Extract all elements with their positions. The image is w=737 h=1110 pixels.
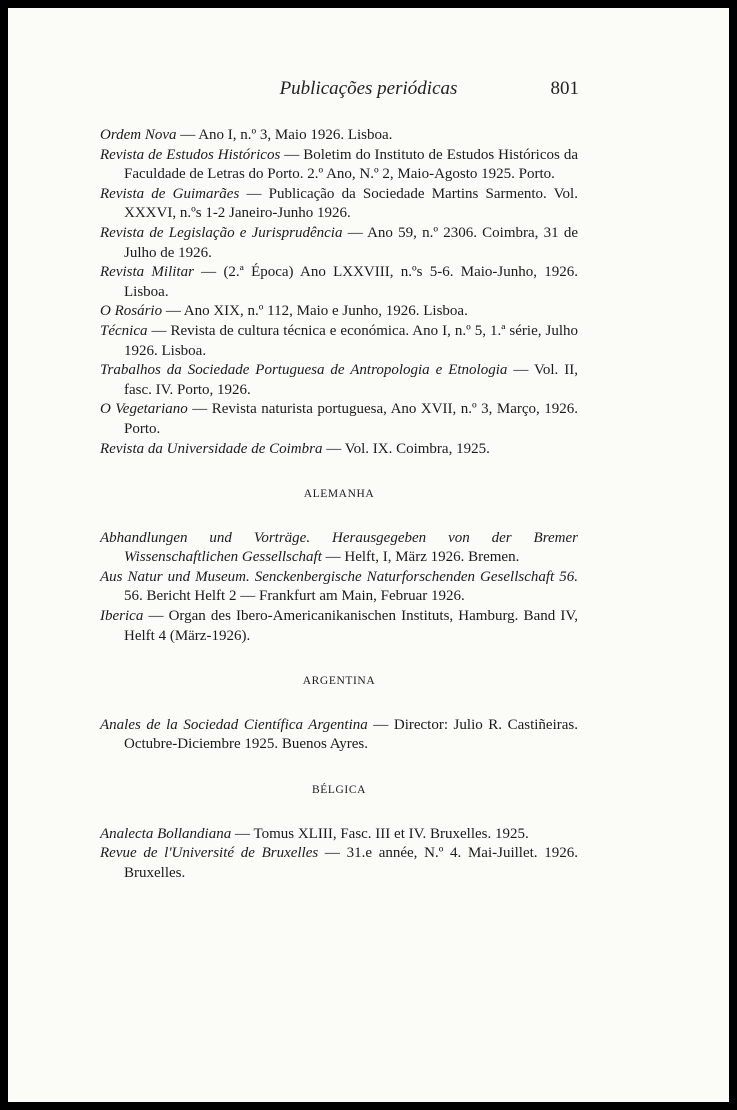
- list-item: [100, 185, 578, 224]
- periodical-details: — Organ des Ibero-Americanikanischen Instituts, Hamburg. Band IV, Helft 4 (März-1926).: [124, 608, 578, 644]
- list-item: [100, 263, 578, 302]
- list-item: [100, 302, 578, 322]
- periodical-details: — Vol. II, fasc. IV. Porto, 1926.: [124, 362, 578, 398]
- periodical-details: — Ano I, n.º 3, Maio 1926. Lisboa.: [176, 127, 393, 143]
- periodical-title: Anales de la Sociedad Científica Argentina: [100, 716, 368, 733]
- periodical-title: Revue de l'Université de Bruxelles: [100, 845, 319, 862]
- list-item: [100, 529, 578, 568]
- section-heading-alemanha: ALEMANHA: [303, 488, 375, 501]
- periodical-details: — 31.e année, N.º 4. Mai-Juillet. 1926. Bruxelles.: [124, 845, 578, 881]
- periodical-title: O Rosário: [100, 303, 163, 320]
- list-item: [100, 126, 578, 146]
- page-number: 801: [550, 78, 579, 99]
- periodical-title: Ordem Nova: [100, 127, 177, 143]
- periodical-details: 56. Bericht Helft 2 — Frankfurt am Main, Februar 1926.: [124, 588, 465, 605]
- running-title: Publicações periódicas: [279, 78, 458, 99]
- periodical-title: Analecta Bollandiana: [100, 825, 232, 842]
- list-item: [100, 716, 578, 755]
- periodical-title: O Vegetariano: [100, 401, 188, 418]
- list-item: [100, 568, 578, 607]
- list-item: [100, 607, 578, 646]
- periodical-details: — Publicação da Sociedade Martins Sarmento. Vol. XXXVI, n.ºs 1-2 Janeiro-Junho 1926.: [124, 185, 578, 222]
- periodical-details: — Ano XIX, n.º 112, Maio e Junho, 1926. Lisboa.: [162, 303, 468, 320]
- section-heading-argentina: ARGENTINA: [302, 675, 376, 688]
- periodical-title: Revista de Legislação e Jurisprudência: [100, 224, 343, 241]
- list-item: [100, 322, 578, 361]
- periodical-details: — (2.ª Época) Ano LXXVIII, n.ºs 5-6. Maio-Junho, 1926. Lisboa.: [124, 264, 578, 300]
- periodical-details: — Tomus XLIII, Fasc. III et IV. Bruxelles. 1925.: [231, 825, 529, 842]
- periodical-details: — Ano 59, n.º 2306. Coimbra, 31 de Julho de 1926.: [124, 224, 578, 261]
- list-item: [100, 844, 578, 883]
- book-page: [8, 8, 729, 1102]
- periodical-title: Revista de Guimarães: [100, 185, 240, 202]
- periodical-title: Iberica: [100, 608, 144, 625]
- list-item: [100, 440, 578, 460]
- periodical-title: Aus Natur und Museum. Senckenbergische Naturforschenden Gesellschaft 56.: [100, 568, 578, 585]
- page-content: [100, 126, 578, 883]
- periodical-details: — Director: Julio R. Castiñeiras. Octubre-Diciembre 1925. Buenos Ayres.: [124, 716, 578, 753]
- page-header: [8, 78, 729, 108]
- periodical-title: Trabalhos da Sociedade Portuguesa de Antropologia e Etnologia: [100, 362, 508, 379]
- periodical-title: Revista da Universidade de Coimbra: [100, 440, 323, 457]
- periodical-title: Revista de Estudos Históricos: [100, 146, 281, 163]
- periodical-details: — Boletim do Instituto de Estudos Históricos da Faculdade de Letras do Porto. 2.º Ano, N.º 2, Maio-Agosto 1925. Porto.: [124, 146, 578, 183]
- periodical-details: — Vol. IX. Coimbra, 1925.: [322, 440, 490, 457]
- periodical-title: Revista Militar: [100, 264, 194, 281]
- list-item: [100, 400, 578, 439]
- list-item: [100, 224, 578, 263]
- periodical-details: — Revista naturista portuguesa, Ano XVII, n.º 3, Março, 1926. Porto.: [124, 401, 579, 437]
- periodical-details: — Helft, I, März 1926. Bremen.: [321, 549, 520, 566]
- section-heading-belgica: BÉLGICA: [311, 784, 367, 797]
- periodical-title: Técnica: [100, 322, 148, 339]
- periodical-details: — Revista de cultura técnica e económica. Ano I, n.º 5, 1.ª série, Julho 1926. Lisboa.: [124, 322, 578, 359]
- list-item: [100, 825, 578, 845]
- list-item: [100, 361, 578, 400]
- periodical-title: Abhandlungen und Vorträge. Herausgegeben von der Bremer Wissenschaftlichen Gessellschaft: [100, 529, 578, 566]
- list-item: [100, 146, 578, 185]
